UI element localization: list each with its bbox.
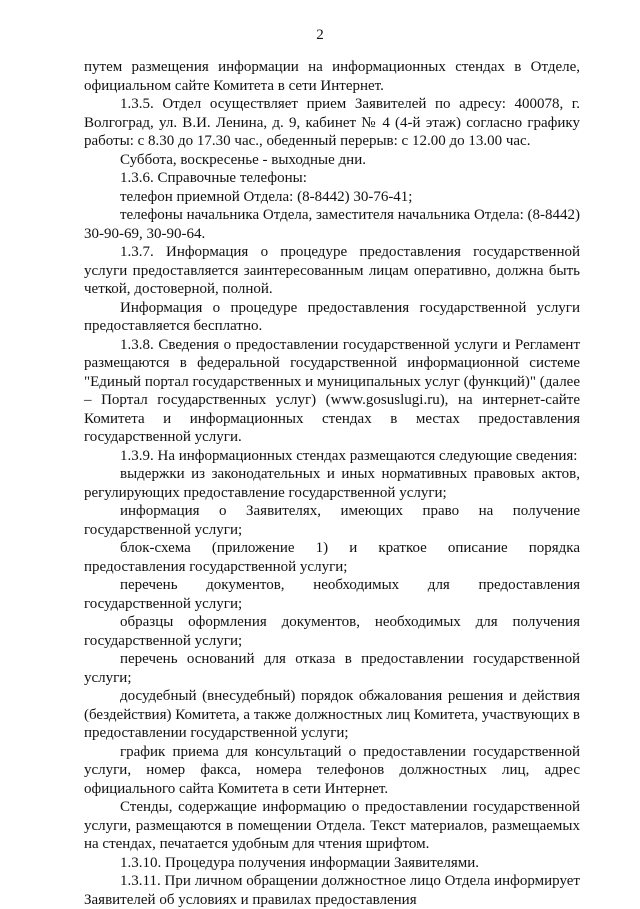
paragraph: 1.3.6. Справочные телефоны: (120, 170, 307, 186)
paragraph: 1.3.8. Сведения о предоставлении государственной услуги и Регламент размещаются в федеральной государственной информационной системе "Единый портал государственных и муниципальных услуг (функций)" (далее – Портал государственных услуг) (www.gosuslugi.ru), на интернет-сайте Комитета и информационных стендах в местах предоставления государственной услуги. (84, 336, 580, 445)
page-number: 2 (316, 27, 324, 43)
paragraph: путем размещения информации на информационных стендах в Отделе, официальном сайте Комитета в сети Интернет. (84, 59, 580, 94)
paragraph: телефоны начальника Отдела, заместителя начальника Отдела: (8-8442) 30-90-69, 30-90-64. (84, 207, 580, 242)
paragraph: Стенды, содержащие информацию о предоставлении государственной услуги, размещаются в помещении Отдела. Текст материалов, размещаемых на стендах, печатается удобным для чтения шрифтом. (84, 799, 580, 852)
paragraph: досудебный (внесудебный) порядок обжалования решения и действия (бездействия) Комитета, а также должностных лиц Комитета, участвующих в предоставлении государственной услуги; (84, 688, 580, 741)
paragraph: 1.3.11. При личном обращении должностное лицо Отдела информирует Заявителей об условиях и правилах предоставления (84, 873, 580, 908)
paragraph: образцы оформления документов, необходимых для получения государственной услуги; (84, 614, 580, 649)
paragraph: Информация о процедуре предоставления государственной услуги предоставляется бесплатно. (84, 299, 580, 334)
paragraph: 1.3.10. Процедура получения информации Заявителями. (120, 854, 480, 871)
paragraph: 1.3.5. Отдел осуществляет прием Заявителей по адресу: 400078, г. Волгоград, ул. В.И. Ленина, д. 9, кабинет № 4 (4-й этаж) согласно графику работы: с 8.30 до 17.30 час., обеденный перерыв: с 12.00 до 13.00 час. (84, 96, 580, 149)
paragraph: Суббота, воскресенье - выходные дни. (120, 151, 366, 168)
paragraph: телефон приемной Отдела: (8-8442) 30-76-41; (120, 188, 413, 205)
paragraph: перечень оснований для отказа в предоставлении государственной услуги; (84, 651, 580, 686)
paragraph: график приема для консультаций о предоставлении государственной услуги, номер факса, номера телефонов должностных лиц, адрес официального сайта Комитета в сети Интернет. (84, 743, 580, 797)
paragraph: перечень документов, необходимых для предоставления государственной услуги; (84, 577, 580, 612)
paragraph: блок-схема (приложение 1) и краткое описание порядка предоставления государственной услуги; (84, 540, 580, 575)
paragraph: 1.3.9. На информационных стендах размещаются следующие сведения: (120, 447, 578, 464)
paragraph: информация о Заявителях, имеющих право на получение государственной услуги; (84, 503, 580, 538)
paragraph: выдержки из законодательных и иных нормативных правовых актов, регулирующих предоставление государственной услуги; (84, 466, 580, 501)
paragraph: 1.3.7. Информация о процедуре предоставления государственной услуги предоставляется заинтересованным лицам оперативно, должна быть четкой, достоверной, полной. (84, 244, 580, 297)
document-body (84, 58, 580, 909)
